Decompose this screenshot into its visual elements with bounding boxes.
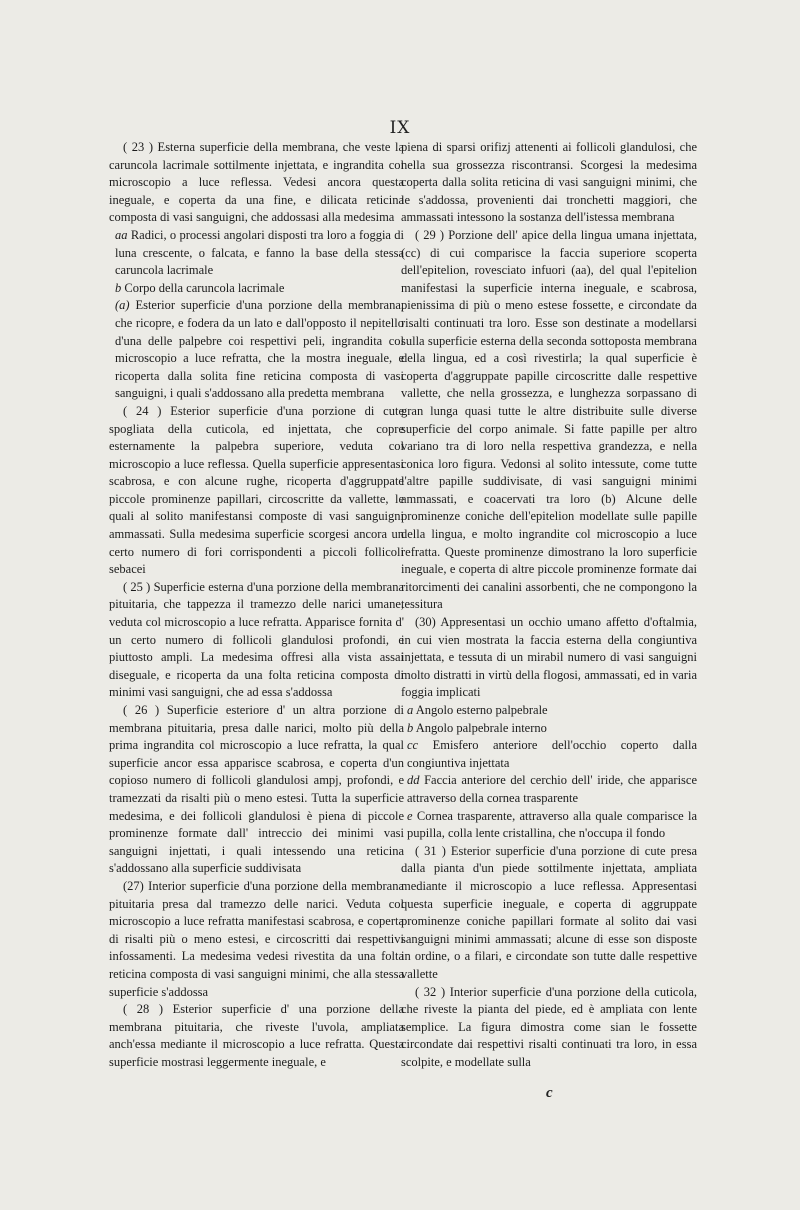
figure-legend-item (109, 297, 404, 403)
figure-entry-paragraph: ( 31 ) Esterior superficie d'una porzione di cute presa dalla pianta d'un piede sottilmente injettata, ampliata mediante il microscopio a luce reflessa. Appresentasi questa superficie ineguale, e coperta di aggruppate prominenze coniche papillari formate al solito dai vasi sanguigni minimi ammassati; alcune di esse son disposte in ordine, o a filari, e circondate son tutte dalle respettive vallette (401, 843, 697, 981)
legend-text: Cornea trasparente, attraverso alla quale comparisce la pupilla, colla lente cristallina, che n'occupa il fondo (407, 808, 697, 841)
figure-legend-item (401, 772, 697, 807)
legend-tag: e (407, 808, 413, 823)
legend-text: Corpo della caruncola lacrimale (124, 280, 285, 295)
figure-entry-paragraph: ( 24 ) Esterior superficie d'una porzione di cute spogliata della cuticola, ed injettata, che copre esternamente la palpebra superiore, veduta col microscopio a luce reflessa. Quella superficie appresentasi scabrosa, e con alcune rughe, ricoperta d'aggruppate piccole prominenze papillari, circoscritte da vallette, le quali al solito manifestansi composte di vasi sanguigni ammassati. Sulla medesima superficie scorgesi ancora un certo numero di fori corrispondenti a piccoli follicoli sebacei (109, 403, 404, 577)
figure-entry-paragraph: ( 26 ) Superficie esteriore d' un altra porzione di membrana pituitaria, presa dalle narici, molto più della prima ingrandita col microscopio a luce refratta, la qual superficie ancor essa apparisce scabrosa, e coperta d'un copioso numero di follicoli glandulosi ampj, profondi, e tramezzati da risalti più o meno estesi. Tutta la superficie medesima, e dei follicoli glandulosi è piena di piccole prominenze formate dall' intreccio dei minimi vasi sanguigni injettati, i quali intessendo una reticina s'addossano alla superficie suddivisata (109, 703, 404, 876)
figure-entry-paragraph: ( 28 ) Esterior superficie d' una porzione della membrana pituitaria, che riveste l'uvola, ampliata anch'essa mediante il microscopio a luce refratta. Questa superficie mostrasi leggermente ineguale, e (109, 1002, 404, 1069)
figure-legend-item (109, 227, 404, 280)
legend-tag: a (407, 703, 414, 717)
figure-legend-item (109, 280, 404, 298)
figure-legend-item (401, 702, 697, 720)
right-text-column (401, 139, 697, 1071)
page-number: IX (389, 118, 411, 138)
legend-tag: cc (407, 738, 419, 753)
legend-text: Emisfero anteriore dell'occhio coperto dalla congiuntiva injettata (407, 738, 697, 770)
figure-legend-item (401, 737, 697, 772)
legend-text: Angolo esterno palpebrale (415, 703, 548, 717)
figure-entry-paragraph: (30) Appresentasi un occhio umano affetto d'oftalmia, in cui vien mostrata la faccia esterna della congiuntiva injettata, e tessuta di un mirabil numero di vasi sanguigni molto distratti in virtù della flogosi, ammassati, ed in varia foggia implicati (401, 615, 697, 700)
legend-tag: b (407, 720, 414, 735)
legend-tag: (a) (115, 298, 130, 313)
figure-entry-paragraph: ( 25 ) Superficie esterna d'una porzione della membrana pituitaria, che tappezza il tramezzo delle narici umane, veduta col microscopio a luce refratta. Apparisce fornita d' un certo numero di follicoli glandulosi profondi, e piuttosto ampli. La medesima offresi alla vista assai diseguale, e ricoperta da una folta reticina composta di minimi vasi sanguigni, che ad essa s'addossa (109, 579, 404, 700)
figure-legend-item (401, 808, 697, 843)
figure-entry-paragraph: (27) Interior superficie d'una porzione della membrana pituitaria presa dal tramezzo delle narici. Veduta col microscopio a luce refratta manifestasi scabrosa, e coperta di risalti più o meno estesi, e circoscritti dai respettivi infossamenti. La medesima vedesi rivestita da una folta reticina composta di vasi sanguigni minimi, che alla stessa superficie s'addossa (109, 878, 404, 999)
figure-entry-paragraph: ( 29 ) Porzione dell' apice della lingua umana injettata,(cc) di cui comparisce la faccia superiore scoperta dell'epitelion, rovesciato infuori (aa), del qual l'epitelion manifestasi la superficie interna ineguale, e scabrosa, pienissima di più o meno estese fossette, e circondate da risalti continuati tra loro. Esse son destinate a modellarsi sulla superficie esterna della seconda sottoposta membrana della lingua, ed a così rivestirla; la qual superficie è coperta d'aggruppate papille circoscritte dalle respettive vallette, che nella grossezza, e lunghezza sorpassano di gran lunga quasi tutte le altre distribuite sulle diverse superficie del corpo animale. Si fatte papille per altro variano tra di loro nella respettiva grandezza, e nella conica loro figura. Vedonsi al solito intessute, come tutte l'altre papille suddivisate, di vasi sanguigni minimi ammassati, e coacervati tra loro (b) Alcune delle prominenze coniche dell'epitelion modellate sulle papille della lingua, e molto ingrandite col microscopio a luce refratta. Queste prominenze dimostrano la loro superficie ineguale, e coperta di altre piccole prominenze formate dai ritorcimenti dei canalini assorbenti, che ne compongono la tessitura (401, 227, 697, 612)
legend-tag: dd (407, 773, 420, 788)
legend-tag: aa (115, 227, 128, 242)
legend-text: Angolo palpebrale interno (415, 720, 547, 735)
paragraph-continuation: piena di sparsi orifizj attenenti ai follicoli glandulosi, che nella sua grossezza riscontransi. Scorgesi la medesima coperta dalla solita reticina di vasi sanguigni minimi, che le s'addossa, provenienti dai tronchetti maggiori, che ammassati intessono la sostanza dell'istessa membrana (401, 140, 697, 225)
legend-text: Faccia anteriore del cerchio dell' iride, che apparisce attraverso della cornea trasparente (407, 773, 697, 805)
legend-tag: b (115, 280, 122, 295)
left-text-column (109, 139, 404, 1071)
legend-text: Esterior superficie d'una porzione della membrana, che ricopre, e fodera da un lato e dall'opposto il nepitello d'una delle palpebre coi respettivi peli, ingrandita col microscopio a luce refratta, che la mostra ineguale, e ricoperta dalla solita fine reticina composta di vasi sanguigni, i quali s'addossano alla predetta membrana (115, 298, 404, 401)
figure-entry-paragraph: ( 32 ) Interior superficie d'una porzione della cuticola, che riveste la pianta del piede, ed è ampliata con lente semplice. La figura dimostra come sian le fossette circondate dai respettivi risalti continuati tra loro, in essa scolpite, e modellate sulla (401, 984, 697, 1069)
signature-mark: c (546, 1085, 553, 1101)
figure-legend-item (401, 720, 697, 738)
legend-text: Radici, o processi angolari disposti tra loro a foggia di luna crescente, o falcata, e fanno la base della stessa caruncola lacrimale (115, 227, 405, 278)
figure-entry-paragraph: ( 23 ) Esterna superficie della membrana, che veste la caruncola lacrimale sottilmente injettata, e ingrandita col microscopio a luce reflessa. Vedesi ancora questa ineguale, e coperta da una fine, e dilicata reticina composta di vasi sanguigni, che addossasi alla medesima (109, 140, 404, 225)
